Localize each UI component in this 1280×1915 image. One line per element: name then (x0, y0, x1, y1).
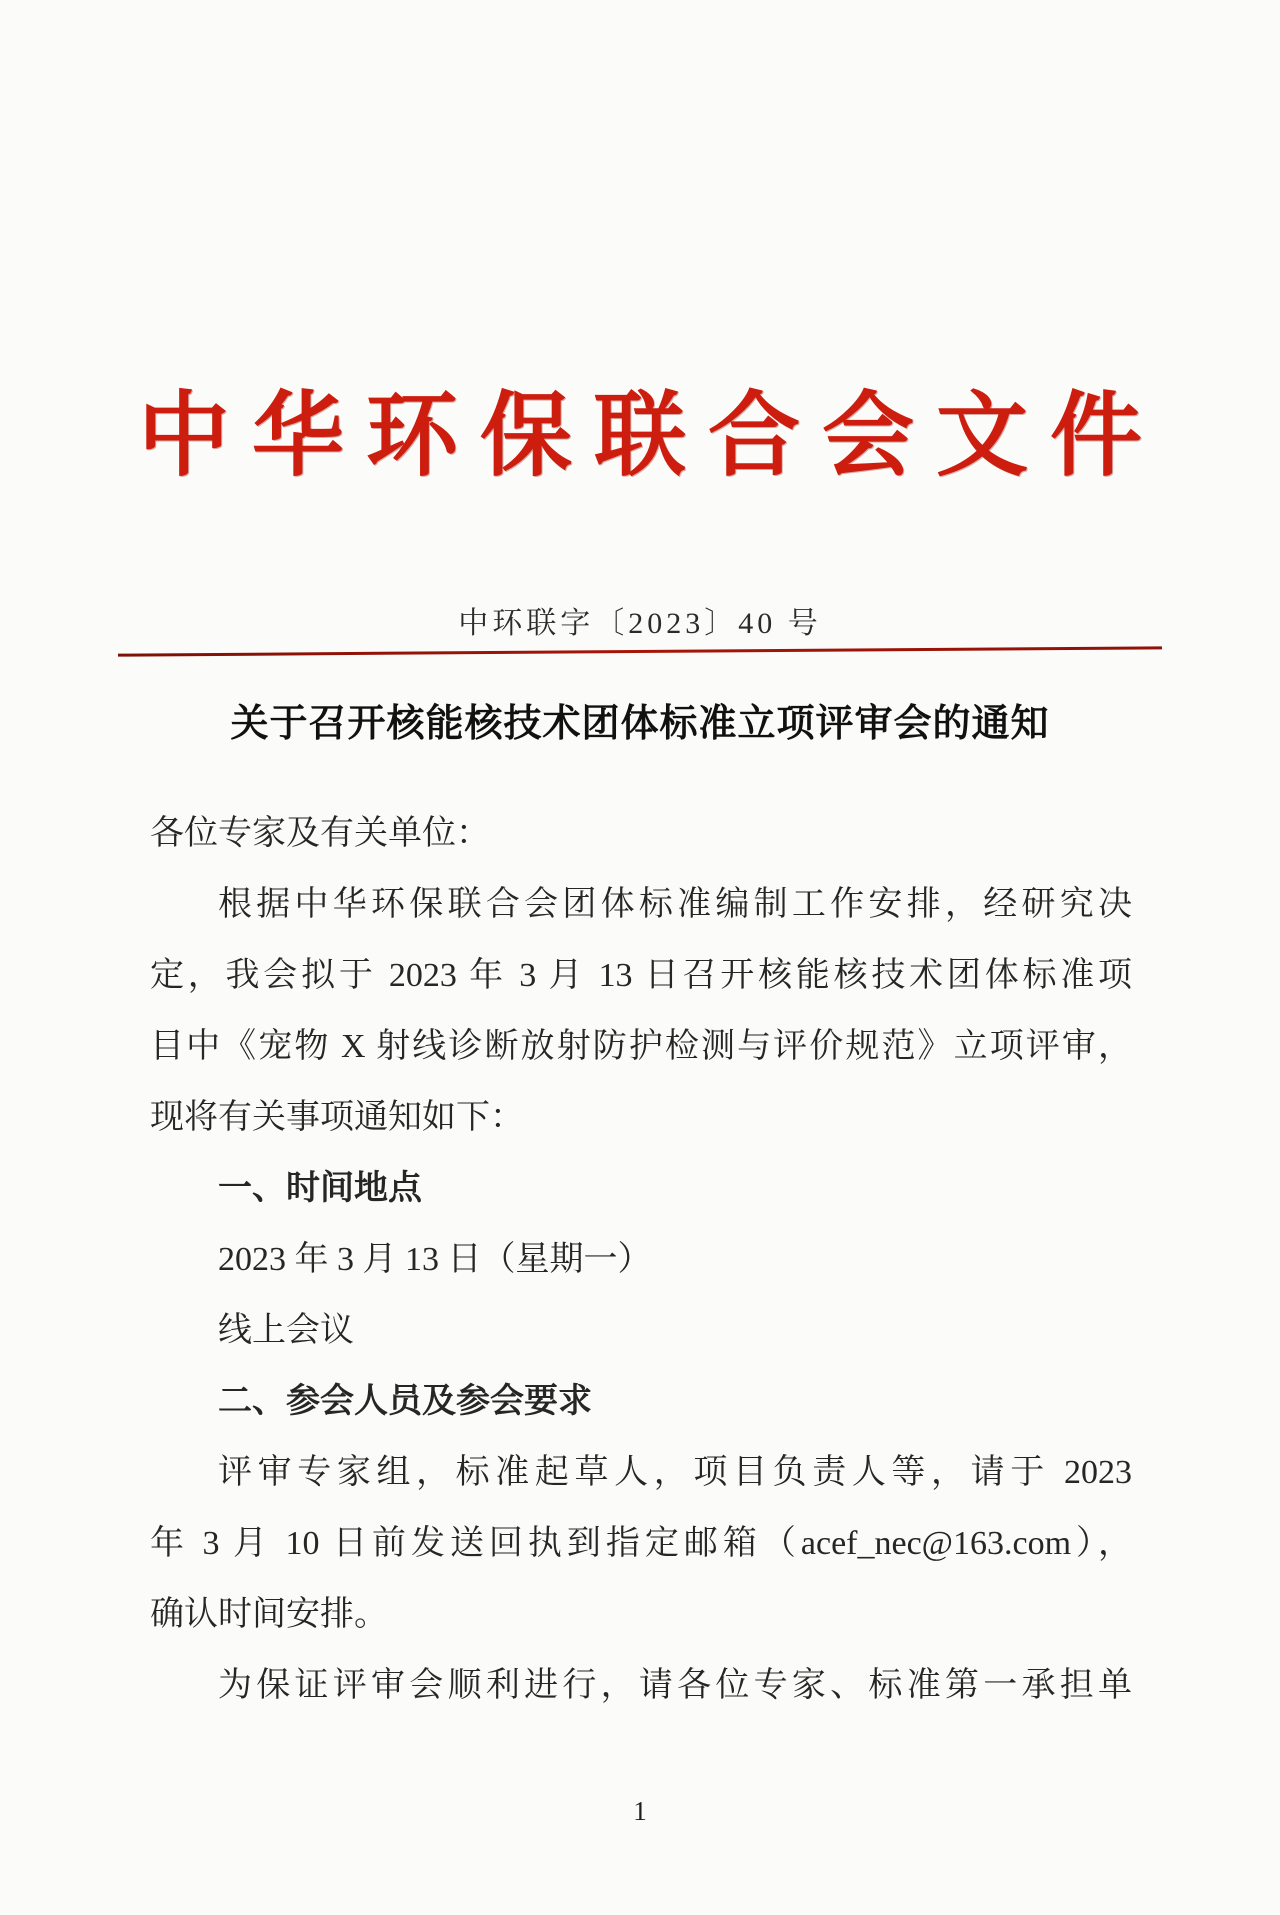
body-line: 现将有关事项通知如下： (150, 1099, 524, 1136)
red-divider-line (118, 646, 1162, 656)
section-heading-1: 一、时间地点 (218, 1170, 422, 1207)
body-line: 评审专家组，标准起草人，项目负责人等，请于 2023 (218, 1454, 1132, 1491)
body-line: 确认时间安排。 (150, 1596, 388, 1633)
body-line: 根据中华环保联合会团体标准编制工作安排，经研究决 (218, 886, 1132, 923)
body-line-date: 2023 年 3 月 13 日（星期一） (218, 1241, 652, 1278)
body-line: 定，我会拟于 2023 年 3 月 13 日召开核能核技术团体标准项 (150, 957, 1132, 994)
body-line-email: 年 3 月 10 日前发送回执到指定邮箱（acef_nec@163.com）， (150, 1525, 1132, 1562)
letterhead-org-title: 中华环保联合会文件 (137, 385, 1164, 487)
body-line: 目中《宠物 X 射线诊断放射防护检测与评价规范》立项评审， (150, 1028, 1132, 1065)
page-number: 1 (633, 1796, 647, 1826)
notice-title: 关于召开核能核技术团体标准立项评审会的通知 (230, 703, 1050, 745)
section-heading-2: 二、参会人员及参会要求 (218, 1383, 592, 1420)
body-line: 为保证评审会顺利进行，请各位专家、标准第一承担单 (218, 1667, 1132, 1704)
document-number: 中环联字〔2023〕40 号 (458, 607, 822, 640)
document-body (150, 798, 1132, 1721)
body-line-location: 线上会议 (218, 1312, 354, 1349)
body-line-salutation: 各位专家及有关单位： (150, 815, 490, 852)
